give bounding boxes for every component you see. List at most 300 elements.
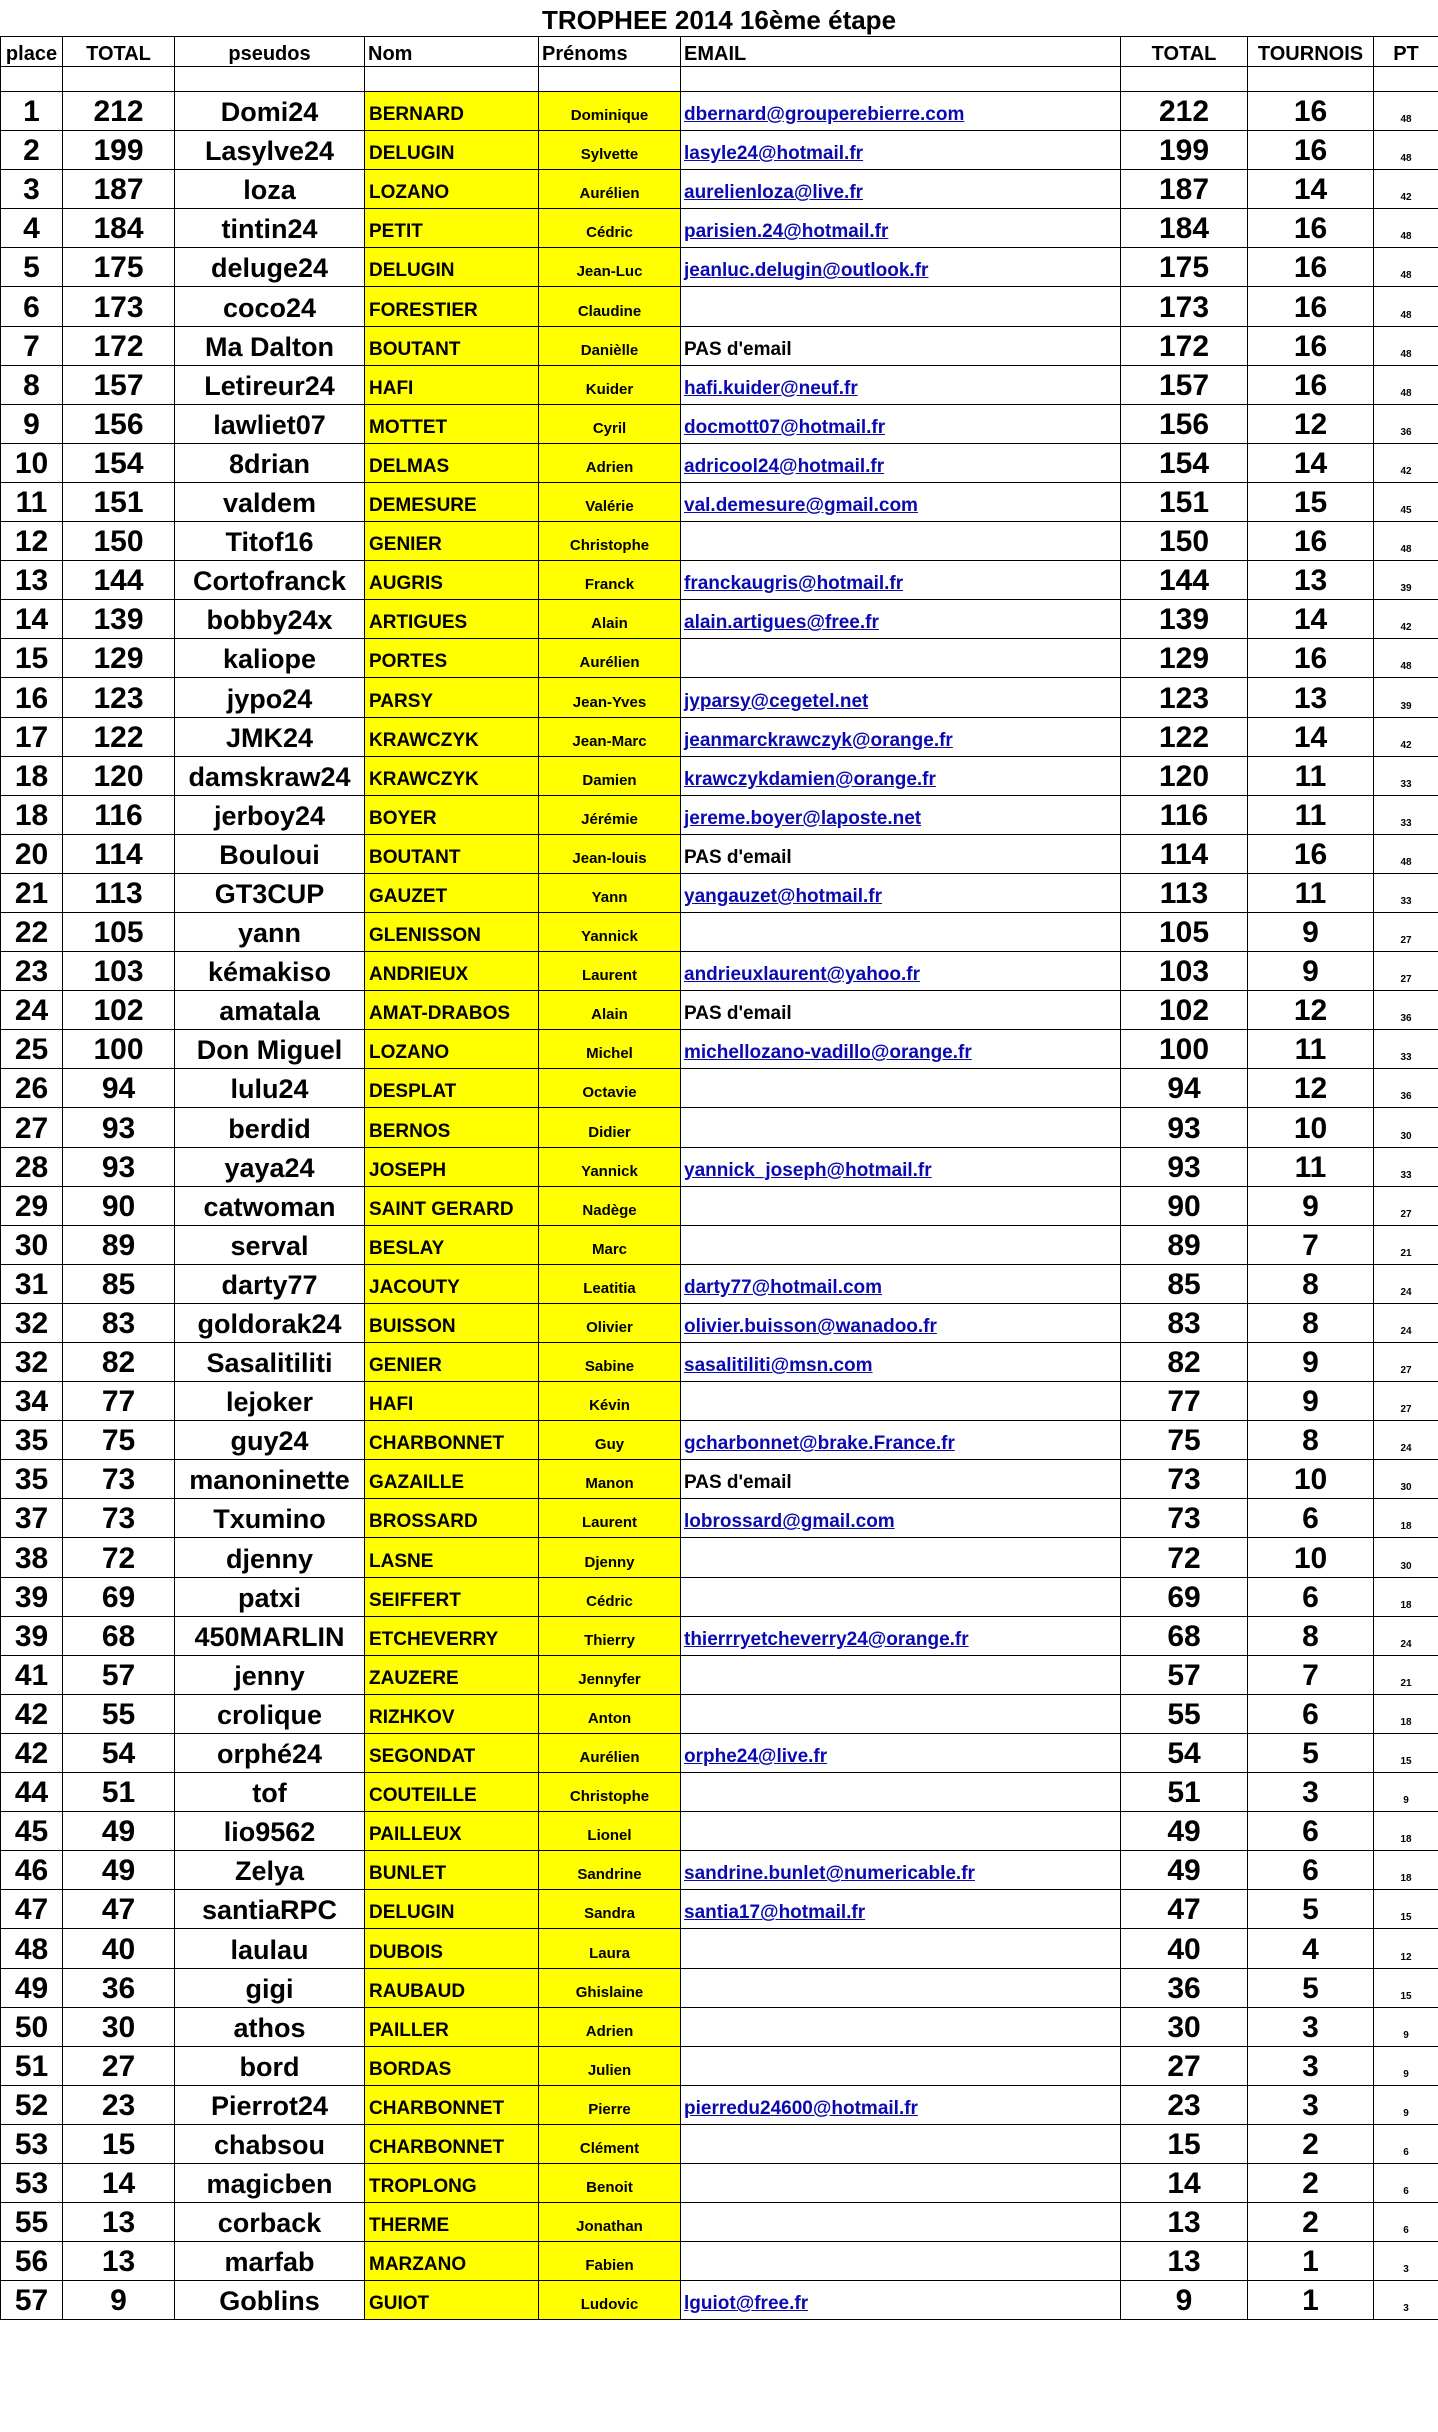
total-2-cell: 103: [1121, 952, 1248, 991]
pseudo-cell: manoninette: [175, 1460, 365, 1499]
tournois-cell: 13: [1248, 561, 1374, 600]
pseudo-cell: orphé24: [175, 1733, 365, 1772]
nom-cell: PAILLER: [365, 2007, 539, 2046]
total-cell: 13: [63, 2203, 175, 2242]
email-link[interactable]: dbernard@grouperebierre.com: [684, 104, 965, 126]
total-cell: 75: [63, 1421, 175, 1460]
total-cell: 212: [63, 92, 175, 131]
table-row: [1, 1851, 1438, 1890]
total-cell: 49: [63, 1812, 175, 1851]
email-cell: [681, 1968, 1121, 2007]
total-2-cell: 93: [1121, 1147, 1248, 1186]
prenom-cell: Yann: [539, 873, 681, 912]
prenom-cell: Anton: [539, 1694, 681, 1733]
email-link[interactable]: pierredu24600@hotmail.fr: [684, 2097, 918, 2119]
nom-cell: PORTES: [365, 639, 539, 678]
place-cell: 42: [1, 1733, 63, 1772]
table-row: [1, 209, 1438, 248]
table-row: [1, 2242, 1438, 2281]
prenom-cell: Jean-louis: [539, 834, 681, 873]
total-2-cell: 212: [1121, 92, 1248, 131]
email-cell: [681, 1030, 1121, 1069]
pt-cell: 36: [1374, 991, 1438, 1030]
total-2-cell: 105: [1121, 912, 1248, 951]
place-cell: 18: [1, 795, 63, 834]
place-cell: 38: [1, 1538, 63, 1577]
email-link[interactable]: jeanmarckrawczyk@orange.fr: [684, 729, 953, 751]
tournois-cell: 3: [1248, 2046, 1374, 2085]
spacer-cell: [681, 67, 1121, 92]
prenom-cell: Yannick: [539, 912, 681, 951]
table-row: [1, 2163, 1438, 2202]
pt-cell: 9: [1374, 2046, 1438, 2085]
pt-cell: 42: [1374, 717, 1438, 756]
pt-cell: 6: [1374, 2124, 1438, 2163]
prenom-cell: Cédric: [539, 1577, 681, 1616]
email-cell: [681, 1851, 1121, 1890]
email-link[interactable]: sasalitiliti@msn.com: [684, 1355, 873, 1377]
email-cell: [681, 2007, 1121, 2046]
place-cell: 46: [1, 1851, 63, 1890]
pt-cell: 24: [1374, 1421, 1438, 1460]
tournois-cell: 8: [1248, 1616, 1374, 1655]
nom-cell: AMAT-DRABOS: [365, 991, 539, 1030]
pseudo-cell: yaya24: [175, 1147, 365, 1186]
pseudo-cell: laulau: [175, 1929, 365, 1968]
total-cell: 54: [63, 1733, 175, 1772]
pt-cell: 9: [1374, 1773, 1438, 1812]
email-cell: [681, 365, 1121, 404]
email-link[interactable]: adricool24@hotmail.fr: [684, 455, 885, 477]
email-cell: [681, 404, 1121, 443]
place-cell: 42: [1, 1694, 63, 1733]
nom-cell: MARZANO: [365, 2242, 539, 2281]
prenom-cell: Valérie: [539, 482, 681, 521]
pseudo-cell: patxi: [175, 1577, 365, 1616]
table-row: [1, 952, 1438, 991]
tournois-cell: 9: [1248, 952, 1374, 991]
total-2-cell: 154: [1121, 443, 1248, 482]
nom-cell: BESLAY: [365, 1225, 539, 1264]
prenom-cell: Alain: [539, 600, 681, 639]
total-2-cell: 30: [1121, 2007, 1248, 2046]
pseudo-cell: kémakiso: [175, 952, 365, 991]
table-row: [1, 600, 1438, 639]
place-cell: 17: [1, 717, 63, 756]
place-cell: 39: [1, 1616, 63, 1655]
pt-cell: 12: [1374, 1929, 1438, 1968]
place-cell: 47: [1, 1890, 63, 1929]
email-link[interactable]: orphe24@live.fr: [684, 1746, 828, 1768]
email-cell: [681, 1303, 1121, 1342]
pt-cell: 15: [1374, 1733, 1438, 1772]
tournois-cell: 3: [1248, 1773, 1374, 1812]
nom-cell: DUBOIS: [365, 1929, 539, 1968]
place-cell: 44: [1, 1773, 63, 1812]
email-cell: [681, 1069, 1121, 1108]
place-cell: 51: [1, 2046, 63, 2085]
email-cell: [681, 2085, 1121, 2124]
pseudo-cell: Pierrot24: [175, 2085, 365, 2124]
header-prenoms: Prénoms: [539, 37, 681, 67]
prenom-cell: Aurélien: [539, 1733, 681, 1772]
pt-cell: 24: [1374, 1264, 1438, 1303]
tournois-cell: 16: [1248, 365, 1374, 404]
prenom-cell: Adrien: [539, 443, 681, 482]
nom-cell: ARTIGUES: [365, 600, 539, 639]
tournois-cell: 16: [1248, 209, 1374, 248]
email-cell: [681, 522, 1121, 561]
total-2-cell: 73: [1121, 1460, 1248, 1499]
table-row: [1, 1577, 1438, 1616]
place-cell: 15: [1, 639, 63, 678]
place-cell: 24: [1, 991, 63, 1030]
pseudo-cell: kaliope: [175, 639, 365, 678]
nom-cell: PAILLEUX: [365, 1812, 539, 1851]
place-cell: 57: [1, 2281, 63, 2320]
place-cell: 41: [1, 1655, 63, 1694]
pseudo-cell: guy24: [175, 1421, 365, 1460]
email-cell: [681, 1773, 1121, 1812]
total-cell: 82: [63, 1343, 175, 1382]
prenom-cell: Cédric: [539, 209, 681, 248]
pt-cell: 30: [1374, 1108, 1438, 1147]
email-cell: [681, 1343, 1121, 1382]
place-cell: 3: [1, 170, 63, 209]
email-link[interactable]: lobrossard@gmail.com: [684, 1511, 895, 1533]
table-row: [1, 1733, 1438, 1772]
total-cell: 15: [63, 2124, 175, 2163]
pt-cell: 42: [1374, 600, 1438, 639]
prenom-cell: Christophe: [539, 522, 681, 561]
spacer-cell: [365, 67, 539, 92]
header-row: [1, 37, 1438, 67]
email-cell: [681, 443, 1121, 482]
total-cell: 90: [63, 1186, 175, 1225]
email-link[interactable]: olivier.buisson@wanadoo.fr: [684, 1316, 937, 1337]
place-cell: 55: [1, 2203, 63, 2242]
email-cell: [681, 1186, 1121, 1225]
nom-cell: MOTTET: [365, 404, 539, 443]
nom-cell: CHARBONNET: [365, 2124, 539, 2163]
pt-cell: 18: [1374, 1812, 1438, 1851]
email-link[interactable]: jyparsy@cegetel.net: [684, 690, 869, 712]
email-cell: [681, 756, 1121, 795]
email-cell: [681, 170, 1121, 209]
tournois-cell: 11: [1248, 1030, 1374, 1069]
total-cell: 114: [63, 834, 175, 873]
email-cell: [681, 678, 1121, 717]
total-2-cell: 113: [1121, 873, 1248, 912]
total-cell: 51: [63, 1773, 175, 1812]
email-link[interactable]: alain.artigues@free.fr: [684, 612, 879, 634]
place-cell: 26: [1, 1069, 63, 1108]
place-cell: 23: [1, 952, 63, 991]
prenom-cell: Nadège: [539, 1186, 681, 1225]
total-cell: 93: [63, 1108, 175, 1147]
pseudo-cell: lio9562: [175, 1812, 365, 1851]
email-link[interactable]: jeanluc.delugin@outlook.fr: [684, 260, 929, 282]
pt-cell: 39: [1374, 561, 1438, 600]
sheet-title: TROPHEE 2014 16ème étape: [541, 5, 897, 35]
spacer-cell: [1121, 67, 1248, 92]
table-row: [1, 991, 1438, 1030]
email-link[interactable]: yannick_joseph@hotmail.fr: [684, 1159, 932, 1181]
table-row: [1, 1890, 1438, 1929]
place-cell: 4: [1, 209, 63, 248]
tournois-cell: 9: [1248, 1343, 1374, 1382]
pt-cell: 39: [1374, 678, 1438, 717]
table-row: [1, 717, 1438, 756]
place-cell: 30: [1, 1225, 63, 1264]
pt-cell: 33: [1374, 1030, 1438, 1069]
total-2-cell: 116: [1121, 795, 1248, 834]
nom-cell: SEGONDAT: [365, 1733, 539, 1772]
prenom-cell: Danièlle: [539, 326, 681, 365]
table-row: [1, 1968, 1438, 2007]
email-link[interactable]: hafi.kuider@neuf.fr: [684, 377, 858, 399]
prenom-cell: Jean-Luc: [539, 248, 681, 287]
pt-cell: 18: [1374, 1499, 1438, 1538]
total-cell: 151: [63, 482, 175, 521]
spacer-cell: [63, 67, 175, 92]
total-2-cell: 40: [1121, 1929, 1248, 1968]
pt-cell: 42: [1374, 443, 1438, 482]
place-cell: 27: [1, 1108, 63, 1147]
prenom-cell: Jean-Marc: [539, 717, 681, 756]
tournois-cell: 2: [1248, 2203, 1374, 2242]
email-cell: [681, 1538, 1121, 1577]
table-row: [1, 2046, 1438, 2085]
pseudo-cell: Txumino: [175, 1499, 365, 1538]
pt-cell: 42: [1374, 170, 1438, 209]
table-row: [1, 131, 1438, 170]
tournois-cell: 11: [1248, 795, 1374, 834]
place-cell: 37: [1, 1499, 63, 1538]
total-cell: 72: [63, 1538, 175, 1577]
total-2-cell: 157: [1121, 365, 1248, 404]
nom-cell: BOUTANT: [365, 834, 539, 873]
tournois-cell: 14: [1248, 717, 1374, 756]
header-tournois: TOURNOIS: [1248, 37, 1374, 67]
place-cell: 35: [1, 1460, 63, 1499]
nom-cell: AUGRIS: [365, 561, 539, 600]
nom-cell: DESPLAT: [365, 1069, 539, 1108]
email-link[interactable]: val.demesure@gmail.com: [684, 495, 918, 517]
email-link[interactable]: gcharbonnet@brake.France.fr: [684, 1433, 955, 1455]
nom-cell: RIZHKOV: [365, 1694, 539, 1733]
prenom-cell: Fabien: [539, 2242, 681, 2281]
place-cell: 5: [1, 248, 63, 287]
prenom-cell: Didier: [539, 1108, 681, 1147]
email-link[interactable]: jereme.boyer@laposte.net: [684, 807, 922, 829]
pseudo-cell: Domi24: [175, 92, 365, 131]
table-row: [1, 1343, 1438, 1382]
nom-cell: HAFI: [365, 1382, 539, 1421]
nom-cell: PARSY: [365, 678, 539, 717]
nom-cell: BOYER: [365, 795, 539, 834]
email-cell: [681, 1382, 1121, 1421]
email-cell: [681, 952, 1121, 991]
nom-cell: BUNLET: [365, 1851, 539, 1890]
total-2-cell: 90: [1121, 1186, 1248, 1225]
nom-cell: PETIT: [365, 209, 539, 248]
email-link[interactable]: docmott07@hotmail.fr: [684, 416, 886, 438]
pt-cell: 27: [1374, 912, 1438, 951]
pseudo-cell: lejoker: [175, 1382, 365, 1421]
email-cell: [681, 991, 1121, 1030]
total-2-cell: 54: [1121, 1733, 1248, 1772]
email-link[interactable]: sandrine.bunlet@numericable.fr: [684, 1863, 975, 1885]
email-link[interactable]: michellozano-vadillo@orange.fr: [684, 1042, 972, 1064]
table-row: [1, 834, 1438, 873]
pt-cell: 48: [1374, 365, 1438, 404]
place-cell: 12: [1, 522, 63, 561]
pt-cell: 48: [1374, 248, 1438, 287]
table-row: [1, 248, 1438, 287]
pt-cell: 18: [1374, 1577, 1438, 1616]
pt-cell: 27: [1374, 1186, 1438, 1225]
pseudo-cell: Cortofranck: [175, 561, 365, 600]
tournois-cell: 16: [1248, 326, 1374, 365]
header-place: place: [1, 37, 63, 67]
nom-cell: BUISSON: [365, 1303, 539, 1342]
table-row: [1, 1499, 1438, 1538]
place-cell: 9: [1, 404, 63, 443]
place-cell: 25: [1, 1030, 63, 1069]
prenom-cell: Michel: [539, 1030, 681, 1069]
nom-cell: GAZAILLE: [365, 1460, 539, 1499]
email-link[interactable]: krawczykdamien@orange.fr: [684, 768, 936, 790]
table-row: [1, 1460, 1438, 1499]
table-row: [1, 756, 1438, 795]
email-cell: [681, 1264, 1121, 1303]
email-cell: [681, 2242, 1121, 2281]
total-2-cell: 173: [1121, 287, 1248, 326]
email-cell: [681, 1108, 1121, 1147]
total-cell: 73: [63, 1499, 175, 1538]
pt-cell: 48: [1374, 639, 1438, 678]
tournois-cell: 1: [1248, 2242, 1374, 2281]
header-pt: PT: [1374, 37, 1438, 67]
email-cell: [681, 561, 1121, 600]
email-cell: [681, 1460, 1121, 1499]
prenom-cell: Ludovic: [539, 2281, 681, 2320]
email-cell: [681, 1733, 1121, 1772]
table-row: [1, 522, 1438, 561]
table-row: [1, 404, 1438, 443]
total-cell: 120: [63, 756, 175, 795]
table-row: [1, 2203, 1438, 2242]
ranking-table: [0, 36, 1438, 2320]
prenom-cell: Octavie: [539, 1069, 681, 1108]
pseudo-cell: lulu24: [175, 1069, 365, 1108]
total-2-cell: 69: [1121, 1577, 1248, 1616]
pseudo-cell: tof: [175, 1773, 365, 1812]
email-cell: [681, 639, 1121, 678]
total-cell: 122: [63, 717, 175, 756]
nom-cell: DEMESURE: [365, 482, 539, 521]
email-link[interactable]: aurelienloza@live.fr: [684, 182, 864, 204]
email-link[interactable]: lguiot@free.fr: [684, 2293, 809, 2315]
place-cell: 49: [1, 1968, 63, 2007]
email-link[interactable]: thierrryetcheverry24@orange.fr: [684, 1628, 969, 1650]
pseudo-cell: deluge24: [175, 248, 365, 287]
total-2-cell: 151: [1121, 482, 1248, 521]
email-link[interactable]: santia17@hotmail.fr: [684, 1902, 866, 1924]
email-link[interactable]: franckaugris@hotmail.fr: [684, 573, 904, 595]
email-cell: [681, 1577, 1121, 1616]
pt-cell: 18: [1374, 1694, 1438, 1733]
email-link[interactable]: andrieuxlaurent@yahoo.fr: [684, 964, 921, 986]
email-link[interactable]: lasyle24@hotmail.fr: [684, 143, 864, 165]
header-email: EMAIL: [681, 37, 1121, 67]
total-cell: 103: [63, 952, 175, 991]
prenom-cell: Yannick: [539, 1147, 681, 1186]
table-row: [1, 287, 1438, 326]
total-2-cell: 14: [1121, 2163, 1248, 2202]
email-cell: [681, 1225, 1121, 1264]
pt-cell: 3: [1374, 2242, 1438, 2281]
email-link[interactable]: parisien.24@hotmail.fr: [684, 221, 889, 243]
prenom-cell: Laurent: [539, 1499, 681, 1538]
email-link[interactable]: darty77@hotmail.com: [684, 1276, 883, 1298]
pseudo-cell: Bouloui: [175, 834, 365, 873]
spacer-cell: [175, 67, 365, 92]
prenom-cell: Jérémie: [539, 795, 681, 834]
nom-cell: RAUBAUD: [365, 1968, 539, 2007]
tournois-cell: 10: [1248, 1538, 1374, 1577]
email-cell: [681, 1890, 1121, 1929]
pt-cell: 48: [1374, 209, 1438, 248]
pt-cell: 21: [1374, 1655, 1438, 1694]
tournois-cell: 3: [1248, 2007, 1374, 2046]
table-row: [1, 2085, 1438, 2124]
pseudo-cell: Ma Dalton: [175, 326, 365, 365]
tournois-cell: 16: [1248, 92, 1374, 131]
place-cell: 10: [1, 443, 63, 482]
pseudo-cell: Lasylve24: [175, 131, 365, 170]
nom-cell: DELMAS: [365, 443, 539, 482]
email-cell: [681, 2281, 1121, 2320]
prenom-cell: Cyril: [539, 404, 681, 443]
pseudo-cell: gigi: [175, 1968, 365, 2007]
pseudo-cell: jenny: [175, 1655, 365, 1694]
prenom-cell: Christophe: [539, 1773, 681, 1812]
prenom-cell: Franck: [539, 561, 681, 600]
nom-cell: FORESTIER: [365, 287, 539, 326]
total-cell: 175: [63, 248, 175, 287]
tournois-cell: 9: [1248, 912, 1374, 951]
total-2-cell: 172: [1121, 326, 1248, 365]
pseudo-cell: valdem: [175, 482, 365, 521]
pt-cell: 30: [1374, 1460, 1438, 1499]
pt-cell: 30: [1374, 1538, 1438, 1577]
total-2-cell: 114: [1121, 834, 1248, 873]
total-2-cell: 27: [1121, 2046, 1248, 2085]
pseudo-cell: 450MARLIN: [175, 1616, 365, 1655]
pt-cell: 6: [1374, 2163, 1438, 2202]
table-row: [1, 1225, 1438, 1264]
total-cell: 55: [63, 1694, 175, 1733]
email-link[interactable]: yangauzet@hotmail.fr: [684, 885, 882, 907]
pt-cell: 18: [1374, 1851, 1438, 1890]
place-cell: 18: [1, 756, 63, 795]
total-cell: 30: [63, 2007, 175, 2046]
pseudo-cell: Sasalitiliti: [175, 1343, 365, 1382]
pt-cell: 48: [1374, 522, 1438, 561]
pt-cell: 27: [1374, 1382, 1438, 1421]
